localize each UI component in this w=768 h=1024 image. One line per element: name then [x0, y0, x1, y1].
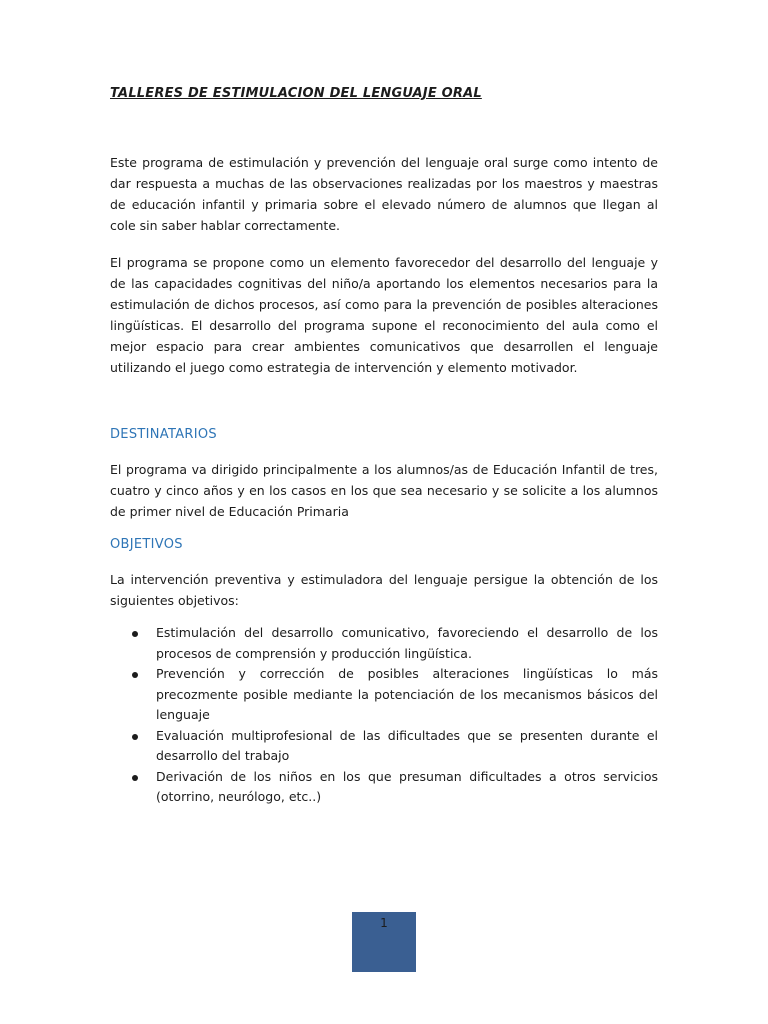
page-number: 1: [380, 916, 388, 930]
page-number-box: [352, 912, 416, 972]
objectives-list: [110, 623, 658, 808]
list-item: [110, 767, 658, 808]
objetivos-heading: OBJETIVOS: [110, 537, 183, 552]
list-item-text: Estimulación del desarrollo comunicativo, favoreciendo el desarrollo de los procesos de comprensión y producción lingüística.: [156, 625, 658, 661]
destinatarios-heading: DESTINATARIOS: [110, 427, 217, 442]
list-item-text: Evaluación multiprofesional de las dificultades que se presenten durante el desarrollo del trabajo: [156, 727, 658, 763]
list-item-text: Derivación de los niños en los que presuman dificultades a otros servicios (otorrino, neurólogo, etc..): [156, 768, 658, 804]
bullet-icon: [132, 775, 138, 781]
destinatarios-paragraph: El programa va dirigido principalmente a los alumnos/as de Educación Infantil de tres, cuatro y cinco años y en los casos en los que sea necesario y se solicite a los alumnos de primer nivel de Educación Primaria: [110, 462, 658, 519]
list-item: [110, 664, 658, 726]
list-item-text: Prevención y corrección de posibles alteraciones lingüísticas lo más precozmente posible mediante la potenciación de los mecanismos básicos del lenguaje: [156, 666, 658, 722]
list-item: [110, 726, 658, 767]
intro-paragraph-2: El programa se propone como un elemento favorecedor del desarrollo del lenguaje y de las capacidades cognitivas del niño/a aportando los elementos necesarios para la estimulación de dichos procesos, así como para la prevención de posibles alteraciones lingüísticas. El desarrollo del programa supone el reconocimiento del aula como el mejor espacio para crear ambientes comunicativos que desarrollen el lenguaje utilizando el juego como estrategia de intervención y elemento motivador.: [110, 255, 658, 375]
bullet-icon: [132, 734, 138, 740]
document-title: TALLERES DE ESTIMULACION DEL LENGUAJE ORAL: [110, 86, 482, 101]
bullet-icon: [132, 631, 138, 637]
list-item: [110, 623, 658, 664]
bullet-icon: [132, 672, 138, 678]
objetivos-intro-paragraph: La intervención preventiva y estimuladora del lenguaje persigue la obtención de los siguientes objetivos:: [110, 572, 658, 608]
intro-paragraph-1: Este programa de estimulación y prevención del lenguaje oral surge como intento de dar respuesta a muchas de las observaciones realizadas por los maestros y maestras de educación infantil y primaria sobre el elevado número de alumnos que llegan al cole sin saber hablar correctamente.: [110, 155, 658, 233]
